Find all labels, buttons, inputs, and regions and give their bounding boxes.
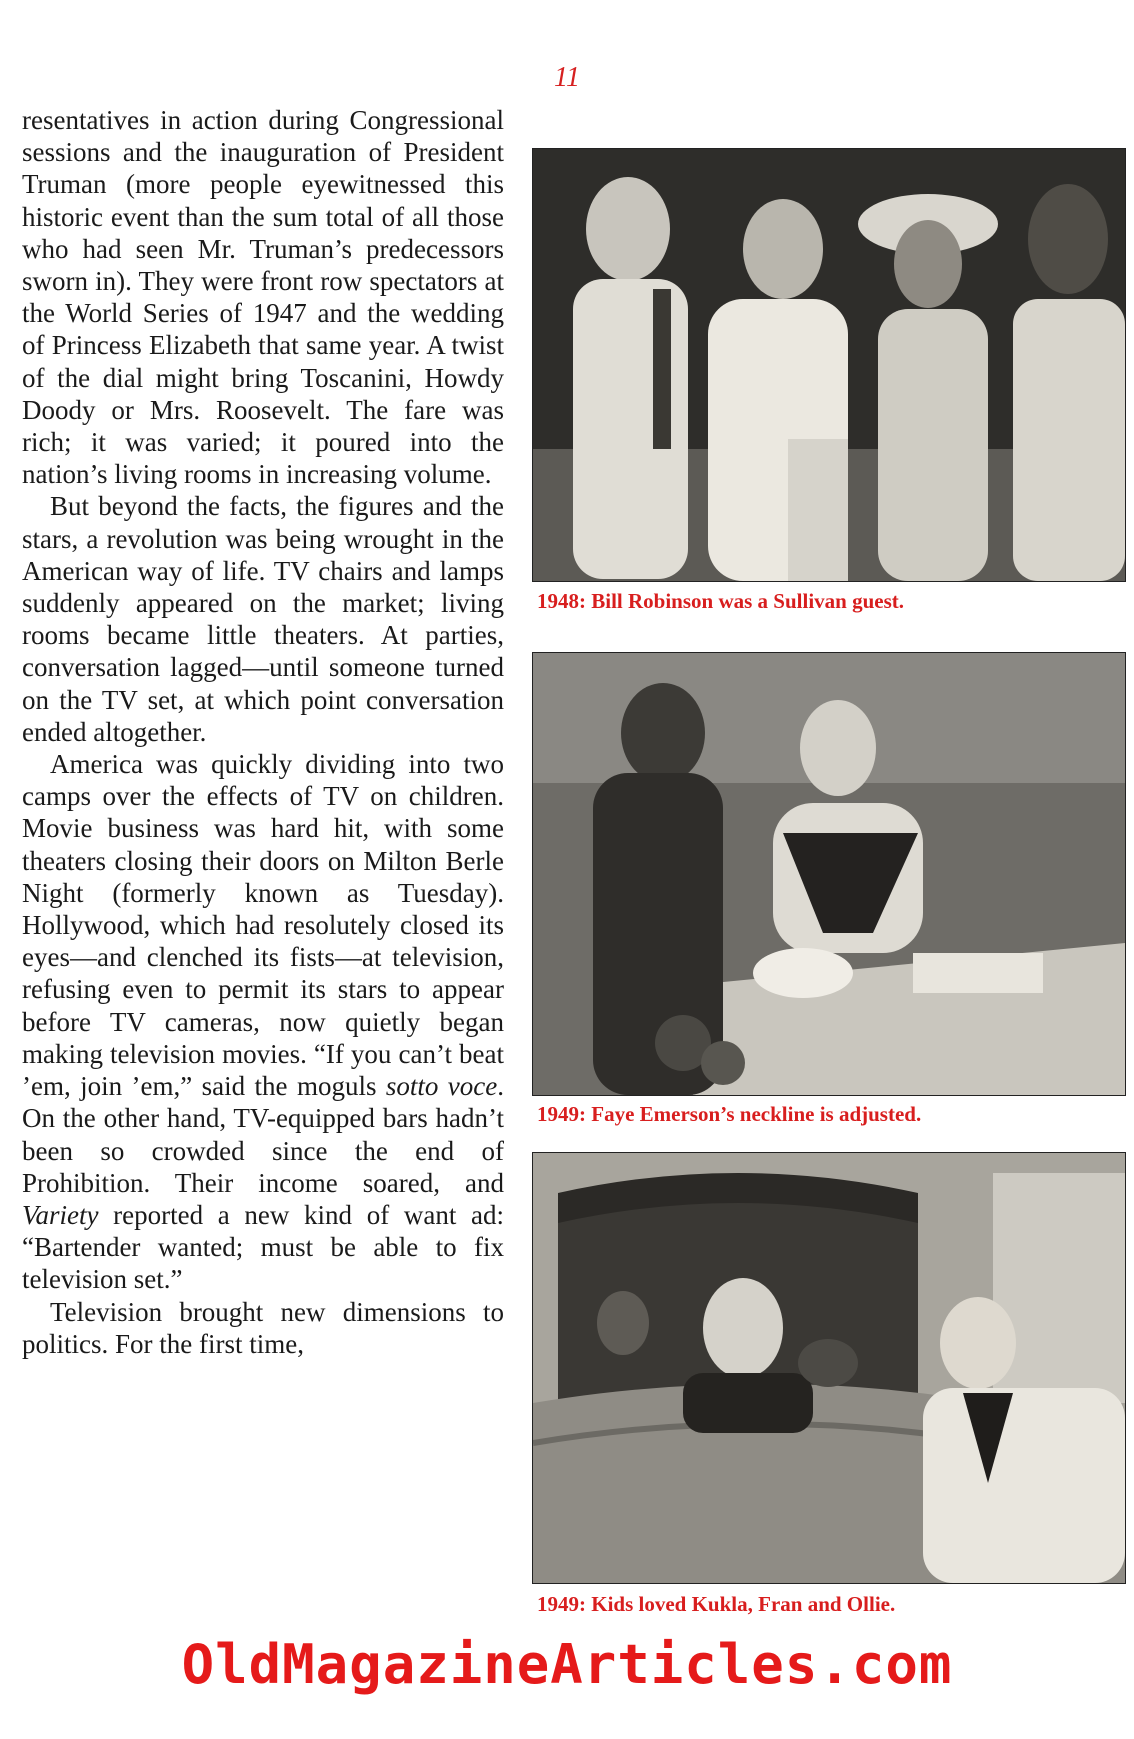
- watermark-footer: OldMagazineArticles.com: [181, 1633, 953, 1696]
- photo-caption-1949-kukla: 1949: Kids loved Kukla, Fran and Ollie.: [537, 1592, 896, 1616]
- article-paragraph-4: Television brought new dimensions to politics. For the first time,: [22, 1296, 504, 1359]
- photo-kukla-fran-ollie: [532, 1152, 1126, 1584]
- article-paragraph-1: resentatives in action during Congressional sessions and the inauguration of President Truman (more people eyewitnessed this historic event than the sum total of all those who had seen Mr. Truman’s predecessors sworn in). They were front row spectators at the World Series of 1947 and the wedding of Princess Elizabeth that same year. A twist of the dial might bring Toscanini, Howdy Doody or Mrs. Roosevelt. The fare was rich; it was varied; it poured into the nation’s living rooms in increasing volume.: [22, 105, 504, 490]
- photo-sullivan-guests: [532, 148, 1126, 582]
- photo-faye-emerson: [532, 652, 1126, 1096]
- paragraph-3-part-b: . On the other hand, TV-equipped bars hadn’t been so crowded since the end of Prohibition. Their income soared, and: [22, 1071, 504, 1198]
- italic-sotto-voce: sotto voce: [385, 1071, 498, 1102]
- page-number: 11: [554, 62, 580, 93]
- photo-kukla-fran-ollie-illustration: [533, 1153, 1125, 1583]
- article-paragraph-2: But beyond the facts, the figures and the stars, a revolution was being wrought in the American way of life. TV chairs and lamps suddenly appeared on the market; living rooms became little theaters. At parties, conversation lagged—until someone turned on the TV set, at which point conversation ended altogether.: [22, 491, 504, 747]
- photo-caption-1948: 1948: Bill Robinson was a Sullivan guest.: [537, 589, 905, 613]
- paragraph-3-part-a: America was quickly dividing into two camps over the effects of TV on children. Movie business was hard hit, with some theaters closing their doors on Milton Berle Night (formerly known as Tuesday). Hollywood, which had resolutely closed its eyes—and clenched its fists—at television, refusing even to permit its stars to appear before TV cameras, now quietly began making television movies. “If you can’t beat ’em, join ’em,” said the moguls: [22, 749, 504, 1102]
- photo-sullivan-guests-illustration: [533, 149, 1125, 581]
- photo-faye-emerson-illustration: [533, 653, 1125, 1095]
- italic-variety: Variety: [22, 1199, 99, 1230]
- article-paragraph-3: [22, 748, 504, 1295]
- photo-caption-1949-faye: 1949: Faye Emerson’s neckline is adjusted.: [537, 1102, 922, 1126]
- article-column: [22, 104, 504, 1360]
- paragraph-3-part-c: reported a new kind of want ad: “Bartender wanted; must be able to fix television set.”: [22, 1199, 504, 1295]
